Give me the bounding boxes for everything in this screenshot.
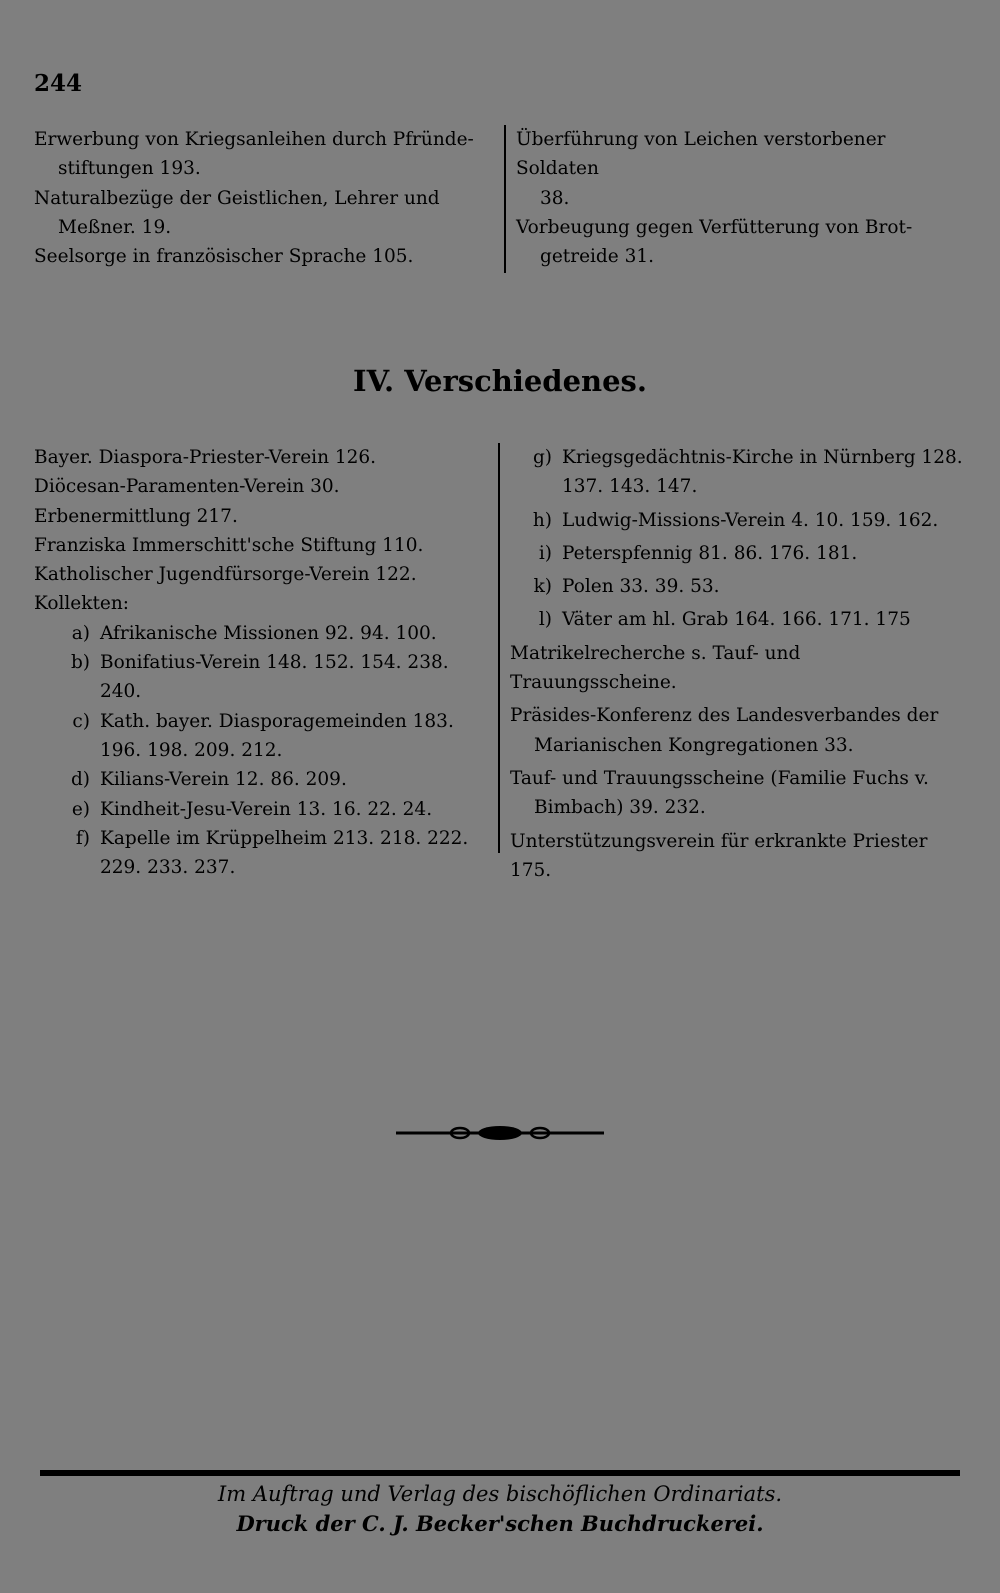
entry-text: Unterstützungsverein für erkrankte Priester 175. [510, 830, 928, 881]
index-entry [510, 701, 968, 760]
sub-entry-label: f) [75, 827, 90, 849]
entry-text: Vorbeugung gegen Verfütterung von Brot- [516, 216, 913, 238]
index-entry [516, 213, 968, 272]
index-entry: Katholischer Jugendfürsorge-Verein 122. [34, 564, 417, 586]
sub-entry-text: Bonifatius-Verein 148. 152. 154. 238. 240. [100, 652, 449, 703]
sub-entry [510, 443, 968, 502]
index-entry: Bayer. Diaspora-Priester-Verein 126. [34, 447, 377, 468]
sub-entry-label: c) [72, 710, 90, 732]
entry-text: Naturalbezüge der Geistlichen, Lehrer und [34, 187, 440, 209]
sub-entry-label: a) [71, 622, 90, 644]
entry-text: Überführung von Leichen verstorbener Soldaten [516, 129, 886, 180]
index-entry [34, 242, 494, 271]
index-entry [34, 184, 494, 243]
sub-entry-label: k) [533, 576, 552, 598]
index-entry-kollekten: Kollekten: [34, 593, 129, 615]
imprint-publisher: Im Auftrag und Verlag des bischöflichen Ordinariats. [217, 1482, 783, 1506]
sub-entry-text: Afrikanische Missionen 92. 94. 100. [100, 622, 437, 644]
entry-text: Präsides-Konferenz des Landesverbandes der [510, 705, 939, 727]
sub-entry-text: Kath. bayer. Diasporagemeinden 183. [100, 710, 454, 732]
sub-entry-label: b) [70, 652, 90, 674]
entry-text: Seelsorge in französischer Sprache 105. [34, 246, 414, 268]
sub-entry-continuation: 229. 233. 237. [100, 857, 236, 879]
index-entry [34, 125, 494, 184]
sub-entry [34, 765, 488, 794]
sub-entry-text: Kindheit-Jesu-Verein 13. 16. 22. 24. [100, 798, 433, 820]
sub-entry-label: i) [538, 542, 552, 564]
sub-entry [34, 648, 488, 707]
sub-entry [34, 619, 488, 648]
ornament-divider [396, 1122, 604, 1144]
entry-continuation: getreide 31. [540, 246, 655, 268]
entry-continuation: stiftungen 193. [58, 158, 201, 180]
sub-entry-body [562, 443, 968, 502]
entry-continuation: 38. [540, 187, 570, 209]
sub-entry-text: Polen 33. 39. 53. [562, 576, 720, 598]
sub-entry [510, 605, 968, 634]
imprint-printer: Druck der C. J. Becker'schen Buchdruckerei. [236, 1511, 764, 1536]
sub-entry-continuation: 137. 143. 147. [562, 476, 698, 498]
sub-entry [34, 824, 488, 883]
sub-entry-text: Väter am hl. Grab 164. 166. 171. 175 [562, 609, 911, 631]
sub-entry-continuation: 196. 198. 209. 212. [100, 739, 283, 761]
sub-entry-text: Peterspfennig 81. 86. 176. 181. [562, 542, 858, 564]
index-entry [510, 827, 968, 886]
sub-entry-label: g) [532, 447, 552, 468]
sub-entry-text: Kapelle im Krüppelheim 213. 218. 222. [100, 827, 469, 849]
right-column [500, 443, 968, 881]
sub-entry-label: e) [71, 798, 90, 820]
sub-entry [510, 539, 968, 568]
entry-text: Erwerbung von Kriegsanleihen durch Pfründe- [34, 129, 474, 150]
left-column [34, 125, 506, 273]
entry-continuation: Marianischen Kongregationen 33. [534, 734, 854, 756]
index-entry: Diöcesan-Paramenten-Verein 30. [34, 476, 340, 498]
sub-entry [510, 572, 968, 601]
footer-rule [40, 1470, 960, 1476]
index-entry [510, 764, 968, 823]
sub-entry-label: d) [70, 769, 90, 791]
index-section-1 [34, 125, 968, 273]
entry-text: Tauf- und Trauungsscheine (Familie Fuchs v. [510, 767, 929, 789]
left-column [34, 443, 500, 879]
sub-entry-text: Ludwig-Missions-Verein 4. 10. 159. 162. [562, 509, 939, 531]
entry-continuation: Meßner. 19. [58, 216, 172, 238]
sub-entry [34, 707, 488, 766]
entry-continuation: Bimbach) 39. 232. [534, 797, 706, 819]
index-entry [516, 125, 968, 213]
page-number: 244 [34, 70, 83, 97]
imprint [0, 1480, 1000, 1538]
index-entry: Erbenermittlung 217. [34, 505, 238, 527]
entry-text: Matrikelrecherche s. Tauf- und Trauungsscheine. [510, 642, 801, 694]
sub-entry [510, 506, 968, 535]
index-section-2 [34, 443, 968, 881]
sub-entry-body [100, 707, 488, 766]
sub-entry-text: Kilians-Verein 12. 86. 209. [100, 769, 347, 791]
index-entry [510, 639, 968, 698]
section-heading: IV. Verschiedenes. [353, 364, 647, 398]
sub-entry-body [100, 824, 488, 883]
sub-entry-label: h) [532, 509, 552, 531]
sub-entry [34, 795, 488, 824]
sub-entry-label: l) [538, 609, 552, 631]
sub-entry-text: Kriegsgedächtnis-Kirche in Nürnberg 128. [562, 447, 963, 468]
index-entry: Franziska Immerschitt'sche Stiftung 110. [34, 534, 424, 556]
right-column [506, 125, 968, 273]
